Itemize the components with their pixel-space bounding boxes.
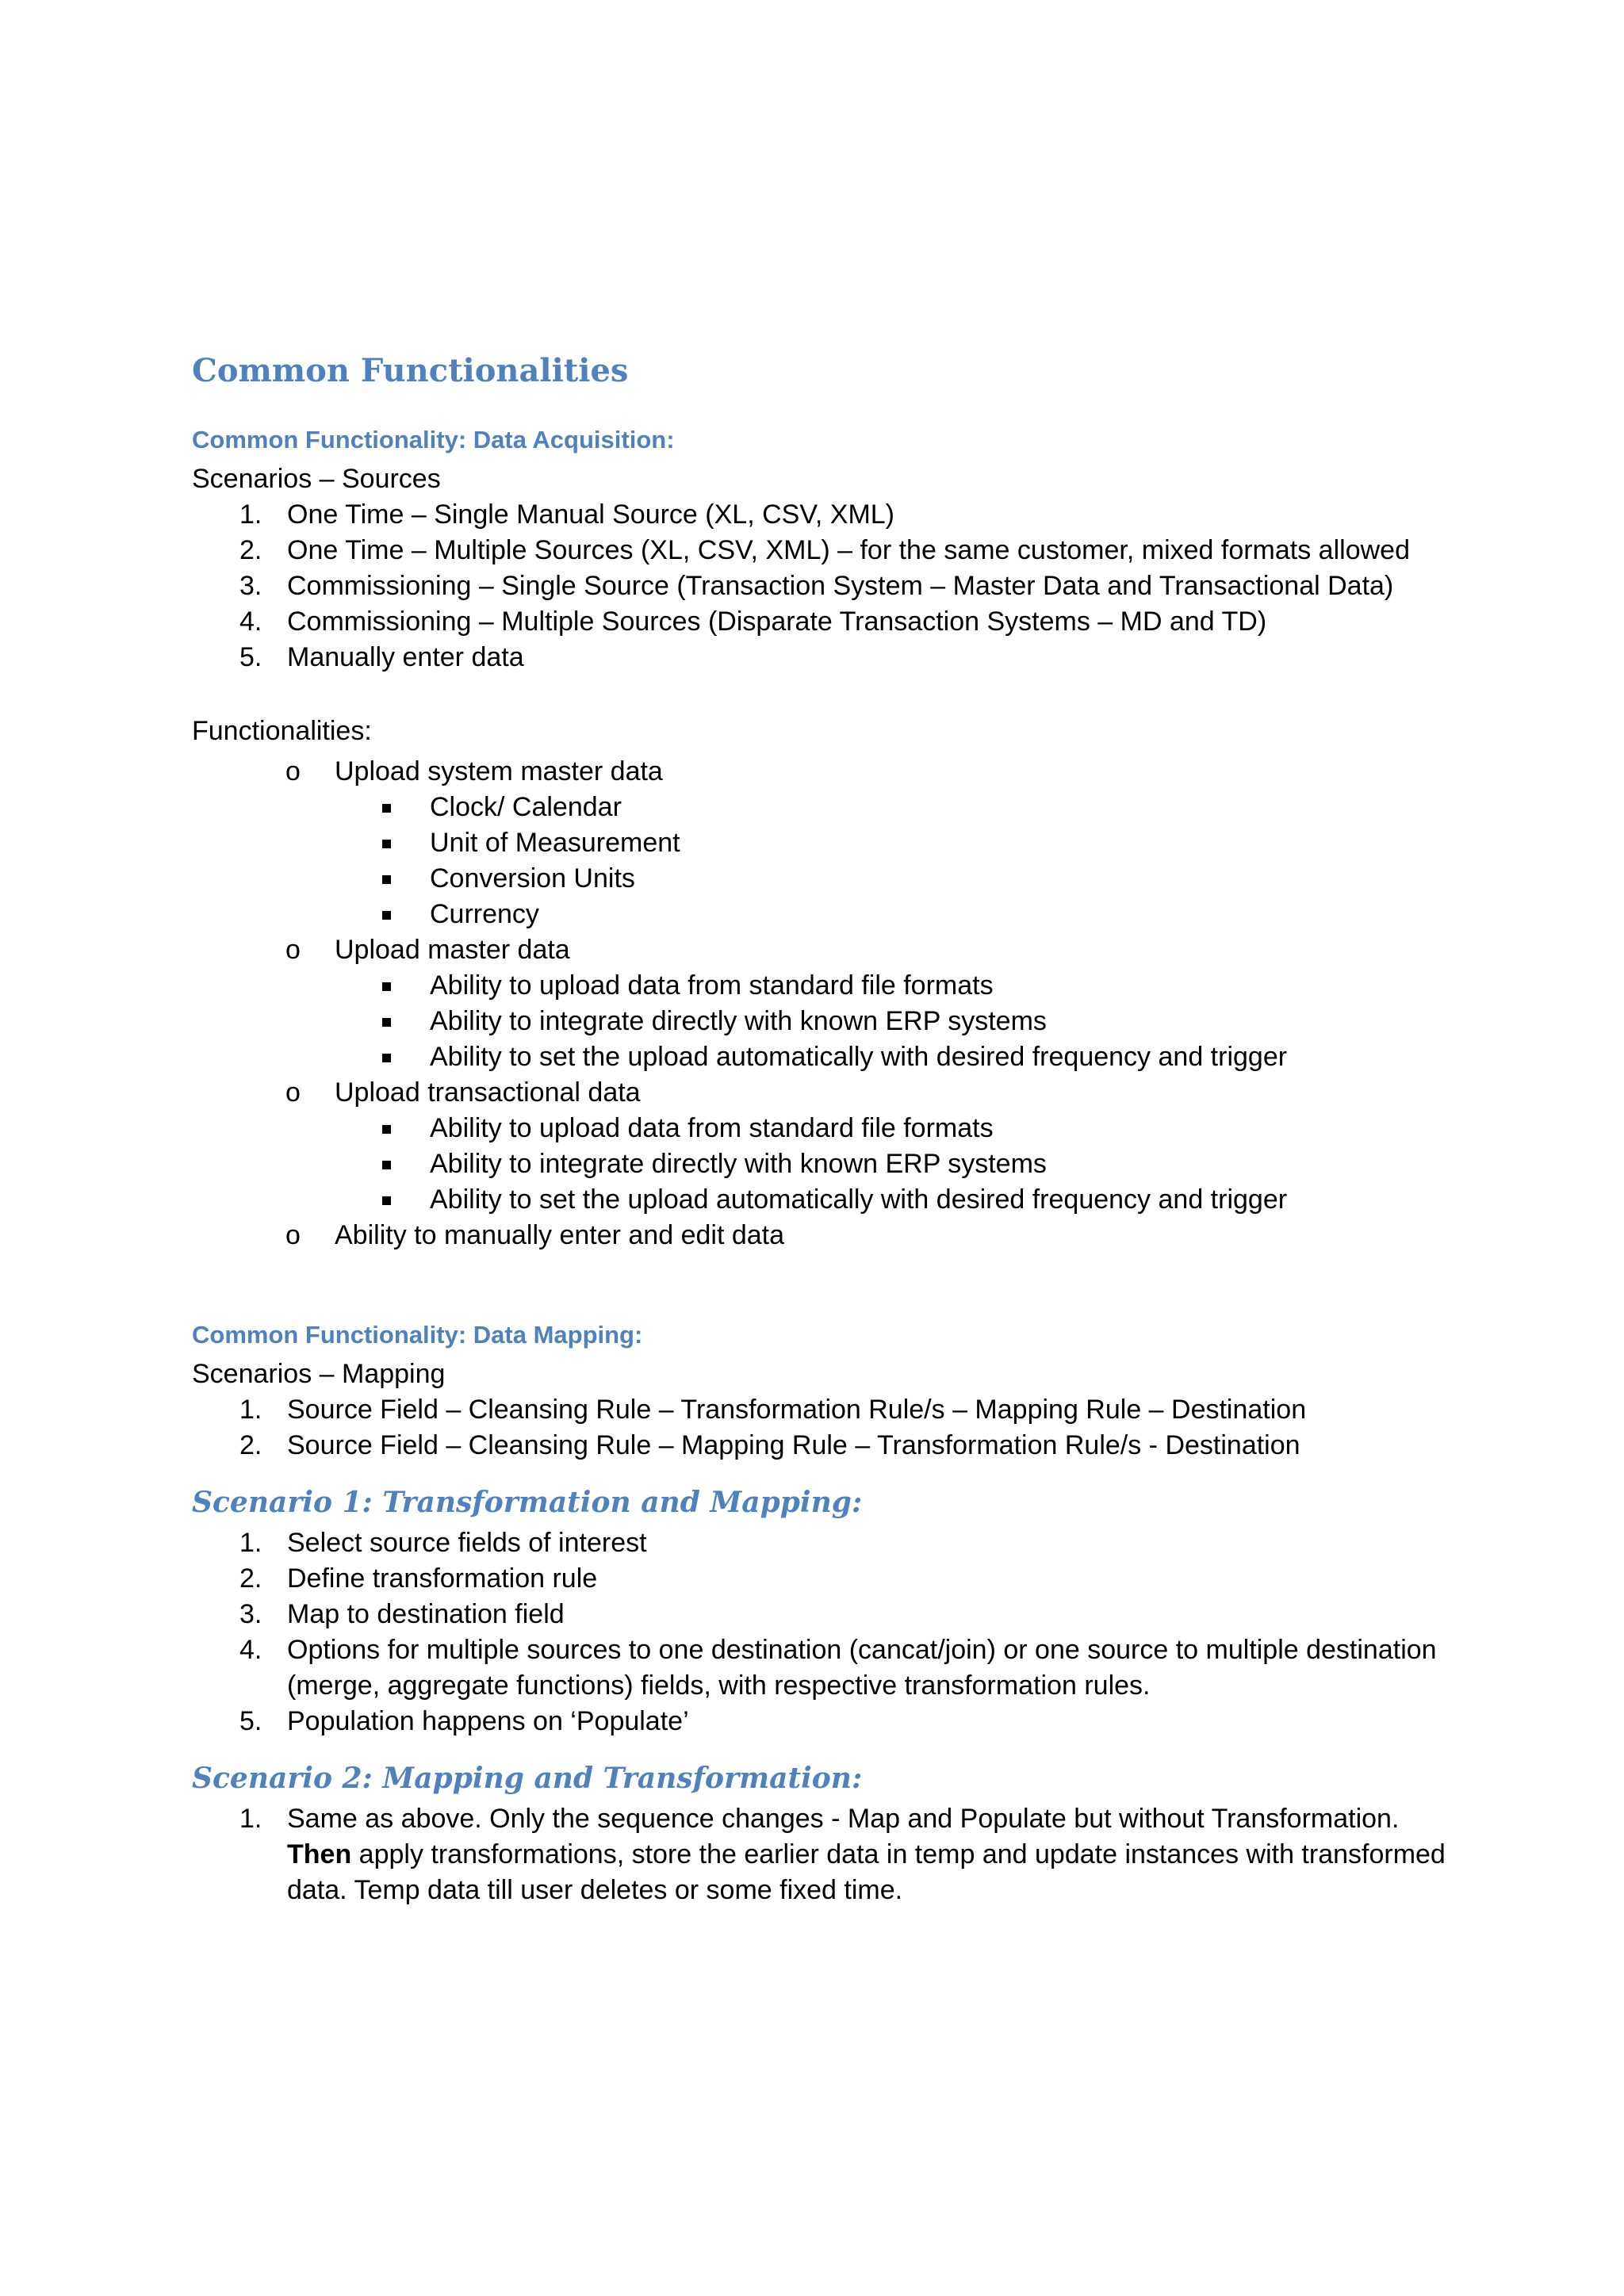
list-item-text: Commissioning – Multiple Sources (Disparate Transaction Systems – MD and TD) (287, 607, 1267, 637)
list-item-text: Source Field – Cleansing Rule – Mapping Rule – Transformation Rule/s - Destination (287, 1430, 1300, 1460)
list-item-text: Ability to upload data from standard file formats (430, 970, 994, 1001)
list-item (192, 825, 1461, 861)
list-item-text: One Time – Single Manual Source (XL, CSV, XML) (287, 499, 894, 530)
list-number: 2. (239, 1430, 262, 1460)
list-item-text: Map to destination field (287, 1599, 565, 1629)
scenario2-steps-list (192, 1801, 1461, 1908)
acquisition-scenarios-label: Scenarios – Sources (192, 464, 441, 494)
square-bullet-icon (382, 1196, 391, 1205)
list-item (192, 533, 1461, 568)
list-item (192, 1801, 1461, 1908)
list-item (192, 1525, 1461, 1561)
list-item-text: One Time – Multiple Sources (XL, CSV, XML) – for the same customer, mixed formats allowed (287, 535, 1410, 565)
page-title: Common Functionalities (192, 352, 629, 389)
list-number: 5. (239, 1706, 262, 1736)
list-item-text: Population happens on ‘Populate’ (287, 1706, 689, 1736)
list-item (192, 1182, 1461, 1218)
list-item-text: Same as above. Only the sequence changes - Map and Populate but without Transformation. (287, 1804, 1400, 1834)
acquisition-scenarios-list (192, 497, 1461, 675)
list-item-text: Options for multiple sources to one destination (cancat/join) or one source to multiple destination (merge, aggregate functions) fields, with respective transformation rules. (287, 1635, 1437, 1701)
list-number: 2. (239, 1563, 262, 1594)
list-item (192, 968, 1461, 1004)
scenario2-heading: Scenario 2: Mapping and Transformation: (192, 1762, 863, 1795)
list-item (192, 754, 1461, 932)
list-item (192, 1428, 1461, 1464)
square-bullet-icon (382, 1054, 391, 1062)
circle-bullet-icon: o (285, 935, 301, 965)
scenario1-heading: Scenario 1: Transformation and Mapping: (192, 1486, 863, 1519)
list-item (192, 1146, 1461, 1182)
functionalities-list (192, 754, 1461, 1253)
square-bullet-icon (382, 1125, 391, 1134)
list-number: 1. (239, 1395, 262, 1425)
list-item-text: Ability to manually enter and edit data (335, 1220, 785, 1250)
mapping-heading: Common Functionality: Data Mapping: (192, 1321, 643, 1349)
list-item (192, 1561, 1461, 1597)
list-item-text: Currency (430, 899, 539, 929)
square-bullet-icon (382, 840, 391, 848)
circle-bullet-icon: o (285, 1220, 301, 1250)
list-item-text: Ability to integrate directly with known ERP systems (430, 1006, 1047, 1036)
list-item-text: Ability to integrate directly with known ERP systems (430, 1149, 1047, 1179)
document-content (192, 349, 1461, 1908)
list-item-text: Manually enter data (287, 642, 524, 672)
list-item-text: Conversion Units (430, 863, 635, 894)
list-item (192, 932, 1461, 1075)
list-item (192, 1632, 1461, 1704)
square-bullet-icon (382, 982, 391, 991)
list-item (192, 640, 1461, 675)
sub-list (335, 790, 1461, 932)
scenario1-steps-list (192, 1525, 1461, 1739)
functionalities-label: Functionalities: (192, 716, 372, 746)
list-item-text: Ability to set the upload automatically with desired frequency and trigger (430, 1184, 1288, 1215)
circle-bullet-icon: o (285, 1077, 301, 1108)
list-item-text: Unit of Measurement (430, 828, 680, 858)
sub-list (335, 1111, 1461, 1218)
list-number: 4. (239, 607, 262, 637)
list-item (192, 497, 1461, 533)
list-item (192, 1704, 1461, 1739)
list-item (192, 861, 1461, 897)
list-number: 2. (239, 535, 262, 565)
list-item (192, 1039, 1461, 1075)
list-item-text: Define transformation rule (287, 1563, 598, 1594)
square-bullet-icon (382, 1161, 391, 1169)
list-number: 5. (239, 642, 262, 672)
list-item-text: Select source fields of interest (287, 1528, 647, 1558)
list-number: 3. (239, 571, 262, 601)
list-item (192, 1218, 1461, 1253)
list-item (192, 604, 1461, 640)
list-item-text: Commissioning – Single Source (Transaction System – Master Data and Transactional Data) (287, 571, 1394, 601)
list-number: 4. (239, 1635, 262, 1665)
square-bullet-icon (382, 1018, 391, 1027)
list-item (192, 897, 1461, 932)
square-bullet-icon (382, 911, 391, 920)
list-item-text: Upload master data (335, 935, 570, 965)
list-item-text: Upload system master data (335, 756, 663, 786)
acquisition-heading: Common Functionality: Data Acquisition: (192, 426, 675, 453)
list-item-text: Clock/ Calendar (430, 792, 622, 822)
square-bullet-icon (382, 875, 391, 884)
list-item (192, 1111, 1461, 1146)
square-bullet-icon (382, 804, 391, 813)
list-number: 1. (239, 499, 262, 530)
list-item (192, 790, 1461, 825)
list-item (192, 1075, 1461, 1218)
list-item-text: apply transformations, store the earlier data in temp and update instances with transformed data. Temp data till user deletes or some fixed time. (287, 1839, 1446, 1905)
list-item (192, 1004, 1461, 1039)
circle-bullet-icon: o (285, 756, 301, 786)
list-item-text: Upload transactional data (335, 1077, 641, 1108)
list-item-text: Ability to upload data from standard file formats (430, 1113, 994, 1143)
list-number: 3. (239, 1599, 262, 1629)
mapping-scenarios-list (192, 1392, 1461, 1464)
list-number: 1. (239, 1528, 262, 1558)
emphasis-text: Then (287, 1839, 352, 1869)
list-item (192, 1597, 1461, 1632)
sub-list (335, 968, 1461, 1075)
list-number: 1. (239, 1804, 262, 1834)
list-item-text: Source Field – Cleansing Rule – Transformation Rule/s – Mapping Rule – Destination (287, 1395, 1307, 1425)
list-item (192, 568, 1461, 604)
list-item-text: Ability to set the upload automatically with desired frequency and trigger (430, 1042, 1288, 1072)
mapping-scenarios-label: Scenarios – Mapping (192, 1359, 446, 1389)
list-item (192, 1392, 1461, 1428)
